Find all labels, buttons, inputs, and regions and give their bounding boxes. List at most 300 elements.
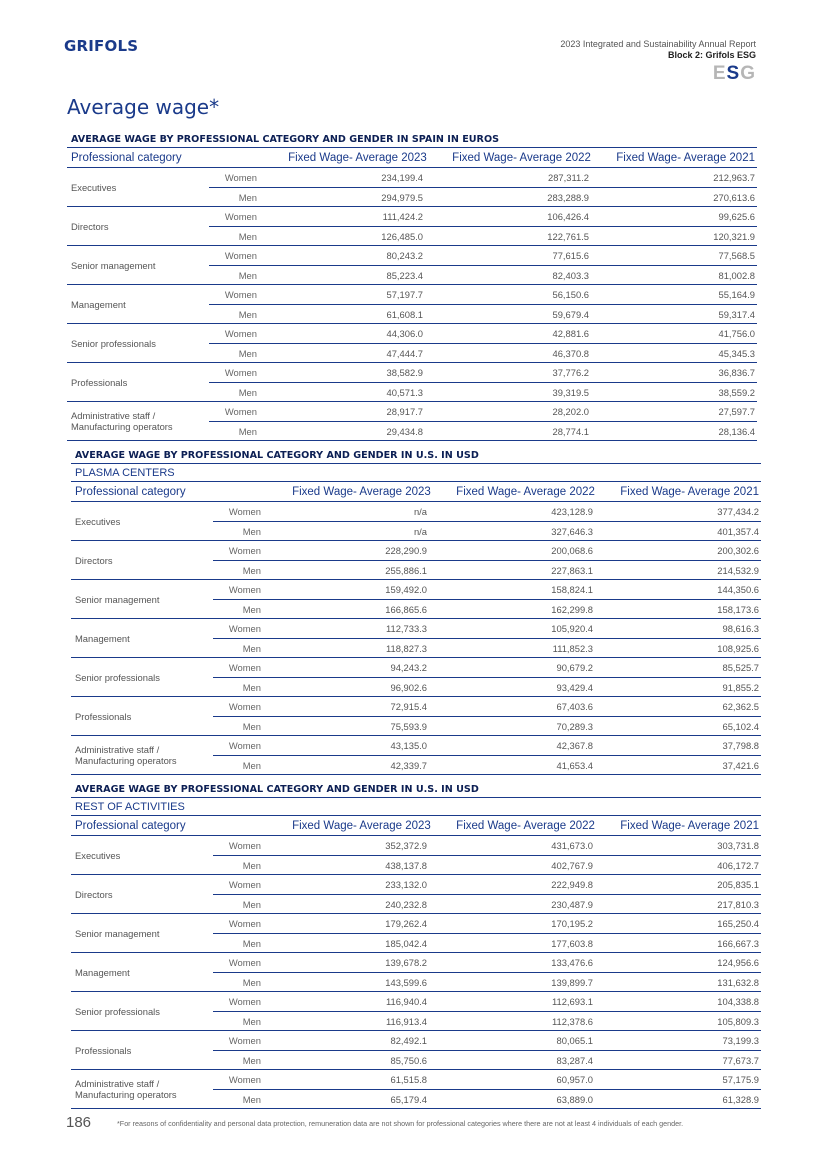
value-2023: 85,750.6 xyxy=(390,1055,427,1066)
value-2022: 59,679.4 xyxy=(552,309,589,320)
esg-mark xyxy=(560,63,756,85)
table-row xyxy=(213,755,761,774)
gender-label: Men xyxy=(238,192,257,203)
gender-label: Women xyxy=(224,367,257,378)
value-2021: 61,328.9 xyxy=(722,1094,759,1105)
table-row xyxy=(213,855,761,874)
gender-label: Men xyxy=(242,1094,261,1105)
category-label: Senior professionals xyxy=(75,1005,160,1017)
table-row xyxy=(209,285,757,304)
table-row xyxy=(213,677,761,696)
page-title: Average wage* xyxy=(67,95,220,119)
value-2021: 205,835.1 xyxy=(717,879,759,890)
column-header-row xyxy=(71,482,761,502)
block-label: Block 2: Grifols ESG xyxy=(667,50,756,60)
value-2021: 165,250.4 xyxy=(717,918,759,929)
value-2021: 37,798.8 xyxy=(722,740,759,751)
value-2021: 77,568.5 xyxy=(718,250,755,261)
table-row xyxy=(213,1050,761,1069)
value-2022: 139,899.7 xyxy=(551,977,593,988)
gender-label: Women xyxy=(228,584,261,595)
value-2023: 116,913.4 xyxy=(385,1016,427,1027)
category-rows xyxy=(209,207,757,245)
value-2021: 105,809.3 xyxy=(717,1016,759,1027)
value-2022: 77,615.6 xyxy=(552,250,589,261)
category-rows xyxy=(209,363,757,401)
gender-label: Men xyxy=(242,1055,261,1066)
value-2023: 57,197.7 xyxy=(386,289,423,300)
category-label: Professionals xyxy=(75,710,132,722)
value-2021: 217,810.3 xyxy=(717,899,759,910)
value-2022: 327,646.3 xyxy=(551,526,593,537)
value-2023: 294,979.5 xyxy=(381,192,423,203)
value-2021: 41,756.0 xyxy=(718,328,755,339)
gender-label: Men xyxy=(238,348,257,359)
value-2023: 139,678.2 xyxy=(385,957,427,968)
category-label: Senior professionals xyxy=(71,337,156,349)
value-2021: 85,525.7 xyxy=(722,662,759,673)
category-group xyxy=(71,697,761,736)
table-row xyxy=(209,207,757,226)
column-header-row xyxy=(71,816,761,836)
value-2021: 27,597.7 xyxy=(718,406,755,417)
value-2021: 81,002.8 xyxy=(718,270,755,281)
gender-label: Women xyxy=(228,545,261,556)
category-group xyxy=(71,541,761,580)
column-header-2022: Fixed Wage- Average 2022 xyxy=(452,152,591,164)
value-2022: 112,693.1 xyxy=(551,996,593,1007)
gender-label: Women xyxy=(228,623,261,634)
column-header-category: Professional category xyxy=(71,152,182,164)
value-2022: 28,202.0 xyxy=(552,406,589,417)
category-group xyxy=(67,168,757,207)
table-title: AVERAGE WAGE BY PROFESSIONAL CATEGORY AND GENDER IN U.S. IN USD xyxy=(71,447,761,464)
value-2021: 65,102.4 xyxy=(722,721,759,732)
table-subtitle: PLASMA CENTERS xyxy=(71,464,761,482)
value-2023: 61,515.8 xyxy=(390,1074,427,1085)
value-2021: 104,338.8 xyxy=(717,996,759,1007)
gender-label: Men xyxy=(242,1016,261,1027)
value-2022: 56,150.6 xyxy=(552,289,589,300)
category-rows xyxy=(213,992,761,1030)
category-rows xyxy=(213,697,761,735)
value-2023: 352,372.9 xyxy=(385,840,427,851)
value-2023: 116,940.4 xyxy=(385,996,427,1007)
value-2023: 82,492.1 xyxy=(390,1035,427,1046)
value-2021: 73,199.3 xyxy=(722,1035,759,1046)
value-2021: 377,434.2 xyxy=(717,506,759,517)
category-label: Professionals xyxy=(75,1044,132,1056)
gender-label: Men xyxy=(242,899,261,910)
category-label: Management xyxy=(71,298,126,310)
category-group xyxy=(67,363,757,402)
value-2023: 185,042.4 xyxy=(385,938,427,949)
value-2022: 431,673.0 xyxy=(551,840,593,851)
value-2023: 28,917.7 xyxy=(386,406,423,417)
table-row xyxy=(209,324,757,343)
gender-label: Women xyxy=(228,918,261,929)
category-group xyxy=(71,1031,761,1070)
value-2022: 41,653.4 xyxy=(556,760,593,771)
table-row xyxy=(209,304,757,323)
gender-label: Men xyxy=(238,426,257,437)
value-2021: 99,625.6 xyxy=(718,211,755,222)
column-header-2022: Fixed Wage- Average 2022 xyxy=(456,820,595,832)
gender-label: Men xyxy=(238,270,257,281)
category-label: Executives xyxy=(75,515,121,527)
gender-label: Men xyxy=(242,526,261,537)
gender-label: Men xyxy=(242,938,261,949)
gender-label: Men xyxy=(242,604,261,615)
value-2022: 80,065.1 xyxy=(556,1035,593,1046)
table-row xyxy=(213,953,761,972)
value-2022: 39,319.5 xyxy=(552,387,589,398)
table-row xyxy=(213,1070,761,1089)
footnote: *For reasons of confidentiality and personal data protection, remuneration data are not shown for professional categories where there are not at least 4 individuals of each gender. xyxy=(117,1119,684,1128)
value-2023: 43,135.0 xyxy=(390,740,427,751)
value-2021: 131,632.8 xyxy=(717,977,759,988)
category-rows xyxy=(209,168,757,206)
column-header-2023: Fixed Wage- Average 2023 xyxy=(292,486,431,498)
value-2023: 228,290.9 xyxy=(385,545,427,556)
category-label: Executives xyxy=(75,849,121,861)
value-2022: 200,068.6 xyxy=(551,545,593,556)
category-group xyxy=(71,992,761,1031)
value-2023: 75,593.9 xyxy=(390,721,427,732)
gender-label: Women xyxy=(228,840,261,851)
value-2022: 105,920.4 xyxy=(551,623,593,634)
gender-label: Men xyxy=(242,860,261,871)
table-spain xyxy=(67,131,757,441)
value-2023: 72,915.4 xyxy=(390,701,427,712)
value-2023: 29,434.8 xyxy=(386,426,423,437)
value-2022: 423,128.9 xyxy=(551,506,593,517)
gender-label: Men xyxy=(242,643,261,654)
value-2023: 166,865.6 xyxy=(385,604,427,615)
category-rows xyxy=(213,736,761,774)
value-2022: 90,679.2 xyxy=(556,662,593,673)
gender-label: Women xyxy=(224,172,257,183)
value-2021: 166,667.3 xyxy=(717,938,759,949)
table-row xyxy=(209,382,757,401)
table-row xyxy=(213,697,761,716)
column-header-category: Professional category xyxy=(75,486,186,498)
table-row xyxy=(213,716,761,735)
value-2022: 162,299.8 xyxy=(551,604,593,615)
value-2021: 144,350.6 xyxy=(717,584,759,595)
table-title: AVERAGE WAGE BY PROFESSIONAL CATEGORY AND GENDER IN SPAIN IN EUROS xyxy=(67,131,757,148)
category-rows xyxy=(209,246,757,284)
value-2023: 61,608.1 xyxy=(386,309,423,320)
value-2023: 255,886.1 xyxy=(385,565,427,576)
gender-label: Men xyxy=(242,682,261,693)
table-row xyxy=(213,736,761,755)
value-2021: 28,136.4 xyxy=(718,426,755,437)
table-row xyxy=(213,914,761,933)
gender-label: Men xyxy=(242,721,261,732)
table-row xyxy=(213,638,761,657)
table-row xyxy=(213,658,761,677)
value-2021: 214,532.9 xyxy=(717,565,759,576)
gender-label: Men xyxy=(242,760,261,771)
esg-e: E xyxy=(712,63,727,84)
value-2021: 406,172.7 xyxy=(717,860,759,871)
category-group xyxy=(71,953,761,992)
category-label: Senior management xyxy=(71,259,156,271)
value-2021: 37,421.6 xyxy=(722,760,759,771)
gender-label: Women xyxy=(228,1035,261,1046)
value-2022: 42,367.8 xyxy=(556,740,593,751)
value-2023: 65,179.4 xyxy=(390,1094,427,1105)
category-label: Directors xyxy=(75,554,113,566)
table-us-rest-of-activities xyxy=(71,781,761,1109)
value-2023: 159,492.0 xyxy=(385,584,427,595)
table-row xyxy=(213,836,761,855)
value-2022: 122,761.5 xyxy=(547,231,589,242)
category-rows xyxy=(213,502,761,540)
table-row xyxy=(213,619,761,638)
value-2023: n/a xyxy=(413,526,427,537)
category-group xyxy=(67,285,757,324)
value-2021: 45,345.3 xyxy=(718,348,755,359)
value-2022: 82,403.3 xyxy=(552,270,589,281)
gender-label: Women xyxy=(224,250,257,261)
value-2022: 37,776.2 xyxy=(552,367,589,378)
value-2021: 77,673.7 xyxy=(722,1055,759,1066)
category-rows xyxy=(213,953,761,991)
value-2022: 93,429.4 xyxy=(556,682,593,693)
category-rows xyxy=(213,580,761,618)
column-header-2021: Fixed Wage- Average 2021 xyxy=(616,152,755,164)
value-2023: 111,424.2 xyxy=(382,211,423,222)
gender-label: Men xyxy=(238,231,257,242)
value-2023: 240,232.8 xyxy=(385,899,427,910)
value-2021: 108,925.6 xyxy=(717,643,759,654)
value-2021: 120,321.9 xyxy=(713,231,755,242)
table-row xyxy=(213,541,761,560)
column-header-2021: Fixed Wage- Average 2021 xyxy=(620,486,759,498)
table-subtitle: REST OF ACTIVITIES xyxy=(71,798,761,816)
table-row xyxy=(213,933,761,952)
report-header xyxy=(560,39,756,85)
table-us-plasma-centers xyxy=(71,447,761,775)
category-rows xyxy=(213,875,761,913)
table-row xyxy=(209,402,757,421)
value-2023: 233,132.0 xyxy=(385,879,427,890)
category-group xyxy=(71,914,761,953)
category-rows xyxy=(213,619,761,657)
category-group xyxy=(71,502,761,541)
gender-label: Women xyxy=(228,740,261,751)
value-2021: 200,302.6 xyxy=(717,545,759,556)
column-header-category: Professional category xyxy=(75,820,186,832)
category-label: Administrative staff / Manufacturing operators xyxy=(75,744,177,766)
value-2023: 112,733.3 xyxy=(385,623,427,634)
value-2022: 133,476.6 xyxy=(551,957,593,968)
category-group xyxy=(71,875,761,914)
category-label: Administrative staff / Manufacturing operators xyxy=(71,410,173,432)
column-header-2022: Fixed Wage- Average 2022 xyxy=(456,486,595,498)
category-group xyxy=(71,658,761,697)
value-2023: 47,444.7 xyxy=(386,348,423,359)
category-rows xyxy=(209,285,757,323)
value-2022: 177,603.8 xyxy=(551,938,593,949)
category-rows xyxy=(213,541,761,579)
value-2021: 62,362.5 xyxy=(722,701,759,712)
value-2022: 42,881.6 xyxy=(552,328,589,339)
value-2022: 63,889.0 xyxy=(556,1094,593,1105)
value-2021: 212,963.7 xyxy=(713,172,755,183)
value-2022: 28,774.1 xyxy=(552,426,589,437)
value-2021: 59,317.4 xyxy=(718,309,755,320)
category-group xyxy=(71,619,761,658)
table-row xyxy=(213,992,761,1011)
category-group xyxy=(71,580,761,619)
value-2021: 36,836.7 xyxy=(718,367,755,378)
value-2023: 96,902.6 xyxy=(390,682,427,693)
table-row xyxy=(213,599,761,618)
category-group xyxy=(67,402,757,441)
value-2022: 83,287.4 xyxy=(556,1055,593,1066)
value-2022: 287,311.2 xyxy=(547,172,589,183)
category-label: Directors xyxy=(75,888,113,900)
gender-label: Women xyxy=(228,1074,261,1085)
category-label: Directors xyxy=(71,220,109,232)
gender-label: Women xyxy=(228,662,261,673)
gender-label: Women xyxy=(224,289,257,300)
column-header-2023: Fixed Wage- Average 2023 xyxy=(288,152,427,164)
page-number: 186 xyxy=(66,1114,92,1131)
category-group xyxy=(71,836,761,875)
value-2023: 179,262.4 xyxy=(385,918,427,929)
value-2021: 55,164.9 xyxy=(718,289,755,300)
value-2022: 70,289.3 xyxy=(556,721,593,732)
category-label: Management xyxy=(75,966,130,978)
table-row xyxy=(213,502,761,521)
value-2023: 80,243.2 xyxy=(386,250,423,261)
table-row xyxy=(213,894,761,913)
category-label: Professionals xyxy=(71,376,128,388)
value-2022: 283,288.9 xyxy=(547,192,589,203)
gender-label: Men xyxy=(238,309,257,320)
table-title: AVERAGE WAGE BY PROFESSIONAL CATEGORY AND GENDER IN U.S. IN USD xyxy=(71,781,761,798)
category-label: Executives xyxy=(71,181,117,193)
table-row xyxy=(213,521,761,540)
value-2021: 98,616.3 xyxy=(722,623,759,634)
grifols-logo: GRIFOLS xyxy=(64,37,139,55)
value-2023: 40,571.3 xyxy=(386,387,423,398)
category-rows xyxy=(209,324,757,362)
value-2022: 46,370.8 xyxy=(552,348,589,359)
value-2022: 60,957.0 xyxy=(556,1074,593,1085)
value-2022: 170,195.2 xyxy=(551,918,593,929)
gender-label: Women xyxy=(228,996,261,1007)
value-2023: 118,827.3 xyxy=(385,643,427,654)
value-2022: 222,949.8 xyxy=(551,879,593,890)
table-row xyxy=(209,168,757,187)
value-2023: 234,199.4 xyxy=(381,172,423,183)
category-rows xyxy=(213,836,761,874)
esg-g: G xyxy=(740,63,756,84)
gender-label: Women xyxy=(224,328,257,339)
value-2022: 230,487.9 xyxy=(551,899,593,910)
value-2021: 38,559.2 xyxy=(718,387,755,398)
value-2022: 402,767.9 xyxy=(551,860,593,871)
value-2023: 143,599.6 xyxy=(385,977,427,988)
value-2022: 158,824.1 xyxy=(551,584,593,595)
category-label: Senior management xyxy=(75,593,160,605)
category-group xyxy=(67,207,757,246)
column-header-row xyxy=(67,148,757,168)
table-row xyxy=(209,187,757,206)
column-header-2021: Fixed Wage- Average 2021 xyxy=(620,820,759,832)
value-2023: 438,137.8 xyxy=(385,860,427,871)
gender-label: Men xyxy=(242,977,261,988)
table-row xyxy=(213,875,761,894)
table-row xyxy=(209,226,757,245)
report-title: 2023 Integrated and Sustainability Annual Report xyxy=(560,39,756,49)
category-group xyxy=(71,1070,761,1109)
category-rows xyxy=(213,658,761,696)
table-row xyxy=(213,1089,761,1108)
value-2021: 158,173.6 xyxy=(717,604,759,615)
column-header-2023: Fixed Wage- Average 2023 xyxy=(292,820,431,832)
category-label: Senior professionals xyxy=(75,671,160,683)
value-2021: 91,855.2 xyxy=(722,682,759,693)
gender-label: Men xyxy=(238,387,257,398)
table-row xyxy=(213,972,761,991)
value-2021: 303,731.8 xyxy=(717,840,759,851)
gender-label: Women xyxy=(228,701,261,712)
table-row xyxy=(209,246,757,265)
category-group xyxy=(71,736,761,775)
table-row xyxy=(209,363,757,382)
value-2023: n/a xyxy=(413,506,427,517)
value-2023: 38,582.9 xyxy=(386,367,423,378)
value-2023: 126,485.0 xyxy=(381,231,423,242)
category-label: Administrative staff / Manufacturing operators xyxy=(75,1078,177,1100)
gender-label: Women xyxy=(228,957,261,968)
gender-label: Women xyxy=(228,506,261,517)
category-rows xyxy=(213,1031,761,1069)
value-2021: 124,956.6 xyxy=(717,957,759,968)
gender-label: Women xyxy=(224,406,257,417)
table-row xyxy=(209,421,757,440)
table-row xyxy=(213,560,761,579)
table-row xyxy=(213,1031,761,1050)
value-2022: 111,852.3 xyxy=(552,643,593,654)
value-2021: 401,357.4 xyxy=(717,526,759,537)
value-2021: 57,175.9 xyxy=(722,1074,759,1085)
table-row xyxy=(209,343,757,362)
category-rows xyxy=(213,1070,761,1108)
value-2023: 44,306.0 xyxy=(386,328,423,339)
category-group xyxy=(67,246,757,285)
value-2022: 227,863.1 xyxy=(551,565,593,576)
category-rows xyxy=(209,402,757,440)
value-2023: 85,223.4 xyxy=(386,270,423,281)
table-row xyxy=(213,580,761,599)
category-label: Management xyxy=(75,632,130,644)
value-2022: 106,426.4 xyxy=(547,211,589,222)
gender-label: Women xyxy=(228,879,261,890)
value-2023: 42,339.7 xyxy=(390,760,427,771)
category-label: Senior management xyxy=(75,927,160,939)
esg-s: S xyxy=(726,63,741,84)
table-row xyxy=(213,1011,761,1030)
category-rows xyxy=(213,914,761,952)
gender-label: Women xyxy=(224,211,257,222)
